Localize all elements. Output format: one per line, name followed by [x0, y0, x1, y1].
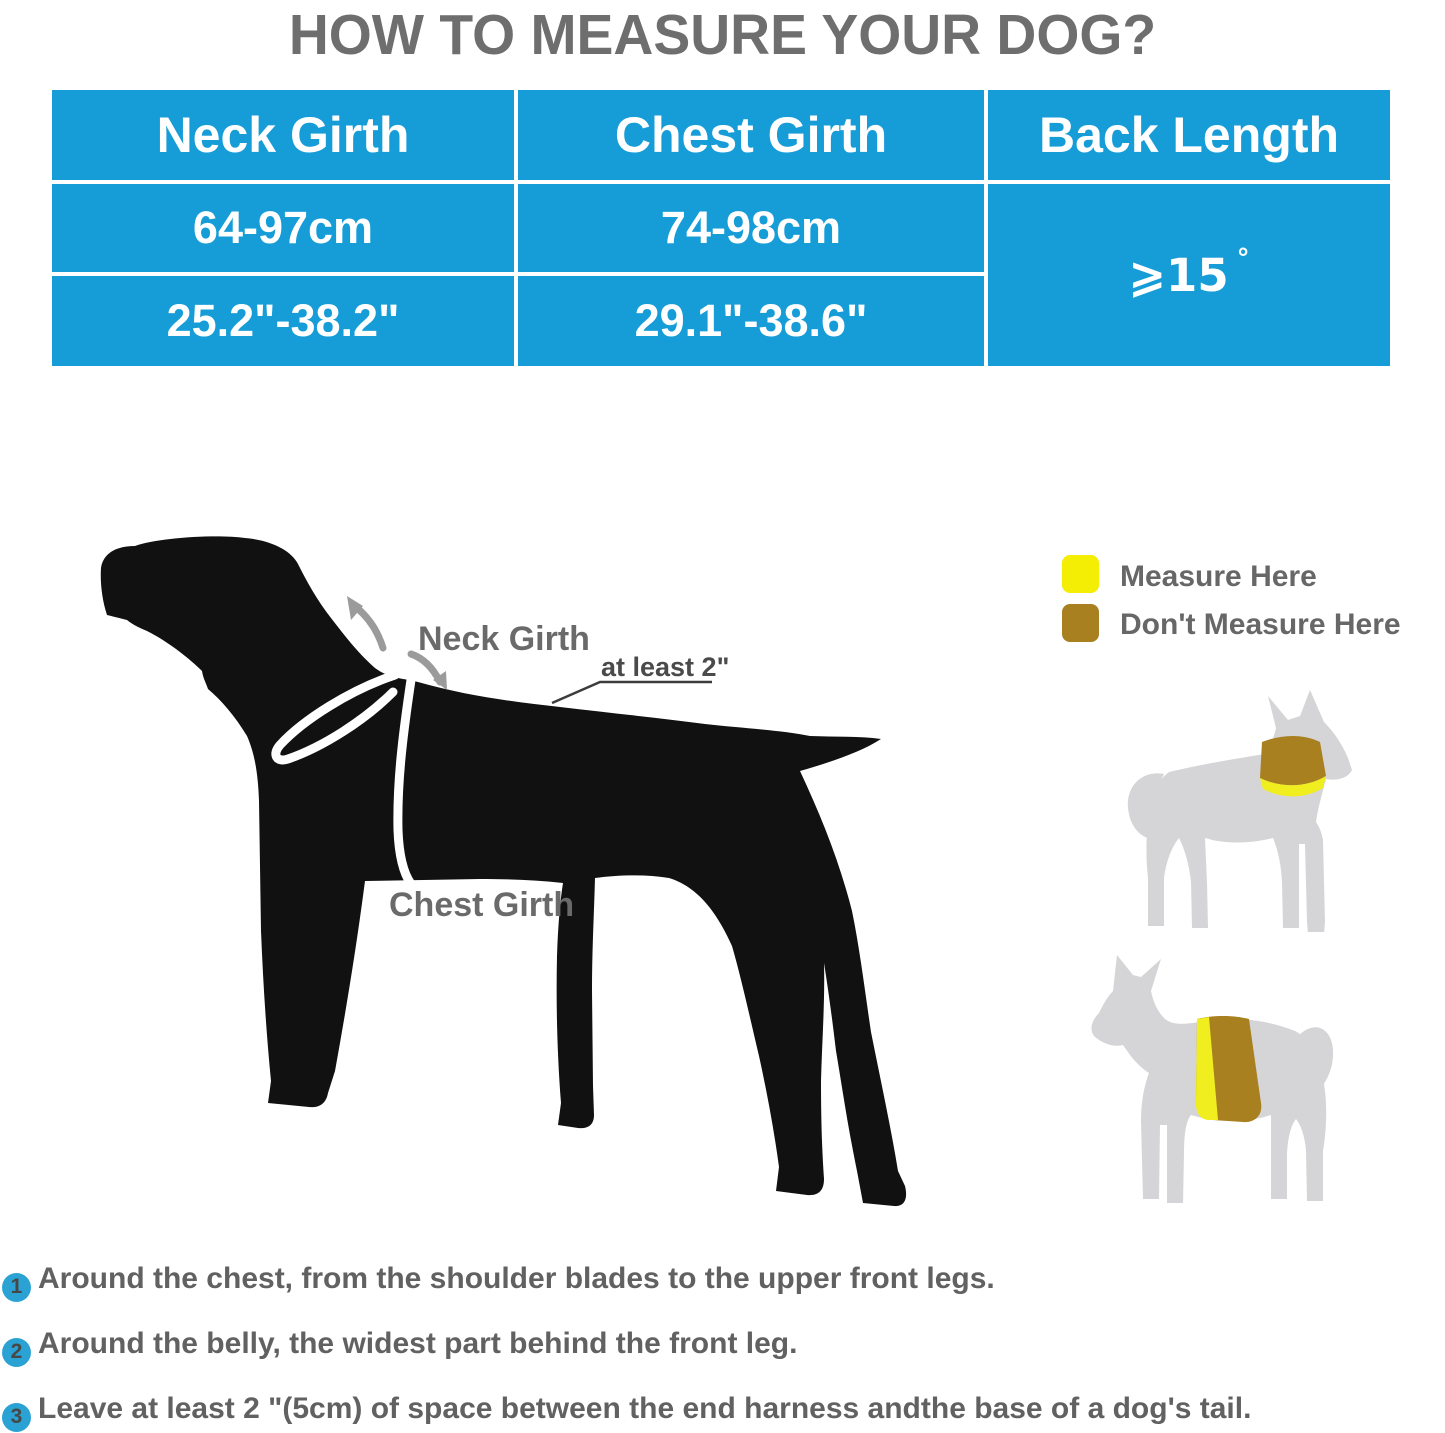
- dont-measure-neck-band: [1260, 736, 1326, 785]
- instruction-item-2: [2, 1327, 797, 1367]
- measure-here-label: Measure Here: [1120, 560, 1317, 593]
- chest-girth-label: Chest Girth: [389, 886, 575, 924]
- size-table: [52, 90, 1390, 366]
- measure-here-swatch-icon: [1062, 555, 1099, 593]
- chest-girth-inches: 29.1"-38.6": [518, 276, 984, 366]
- measure-arrow-icon: [357, 608, 383, 648]
- step-2-text: Around the belly, the widest part behind the front leg.: [38, 1327, 798, 1360]
- col-header-chest-girth: Chest Girth: [518, 90, 984, 180]
- instruction-item-3: [2, 1392, 1251, 1432]
- dont-measure-here-label: Don't Measure Here: [1120, 608, 1401, 641]
- chest-girth-cm: 74-98cm: [518, 184, 984, 272]
- back-length-number: ⩾15: [1128, 248, 1229, 302]
- step-3-bullet: 3: [2, 1403, 31, 1432]
- step-2-bullet: 2: [2, 1338, 31, 1367]
- page-title: HOW TO MEASURE YOUR DOG?: [288, 3, 1157, 67]
- gray-dog-neck-example: [1112, 682, 1352, 932]
- col-header-back-length: Back Length: [988, 90, 1390, 180]
- dont-measure-here-swatch-icon: [1062, 604, 1099, 642]
- measure-arrowhead-icon: [347, 596, 363, 620]
- neck-girth-inches: 25.2"-38.2": [52, 276, 514, 366]
- degree-symbol: °: [1236, 244, 1250, 274]
- step-3-text: Leave at least 2 "(5cm) of space between the end harness andthe base of a dog's tail.: [38, 1392, 1252, 1425]
- back-length-value: [988, 184, 1390, 366]
- gray-dog-belly-example: [1085, 953, 1335, 1203]
- instruction-item-1: [2, 1262, 995, 1302]
- clearance-callout-line: [552, 682, 712, 703]
- col-header-neck-girth: Neck Girth: [52, 90, 514, 180]
- step-1-bullet: 1: [2, 1273, 31, 1302]
- gray-dog-body: [1146, 690, 1352, 932]
- neck-girth-label: Neck Girth: [418, 620, 590, 658]
- neck-girth-cm: 64-97cm: [52, 184, 514, 272]
- step-1-text: Around the chest, from the shoulder blades to the upper front legs.: [38, 1262, 995, 1295]
- clearance-note: at least 2": [601, 652, 730, 682]
